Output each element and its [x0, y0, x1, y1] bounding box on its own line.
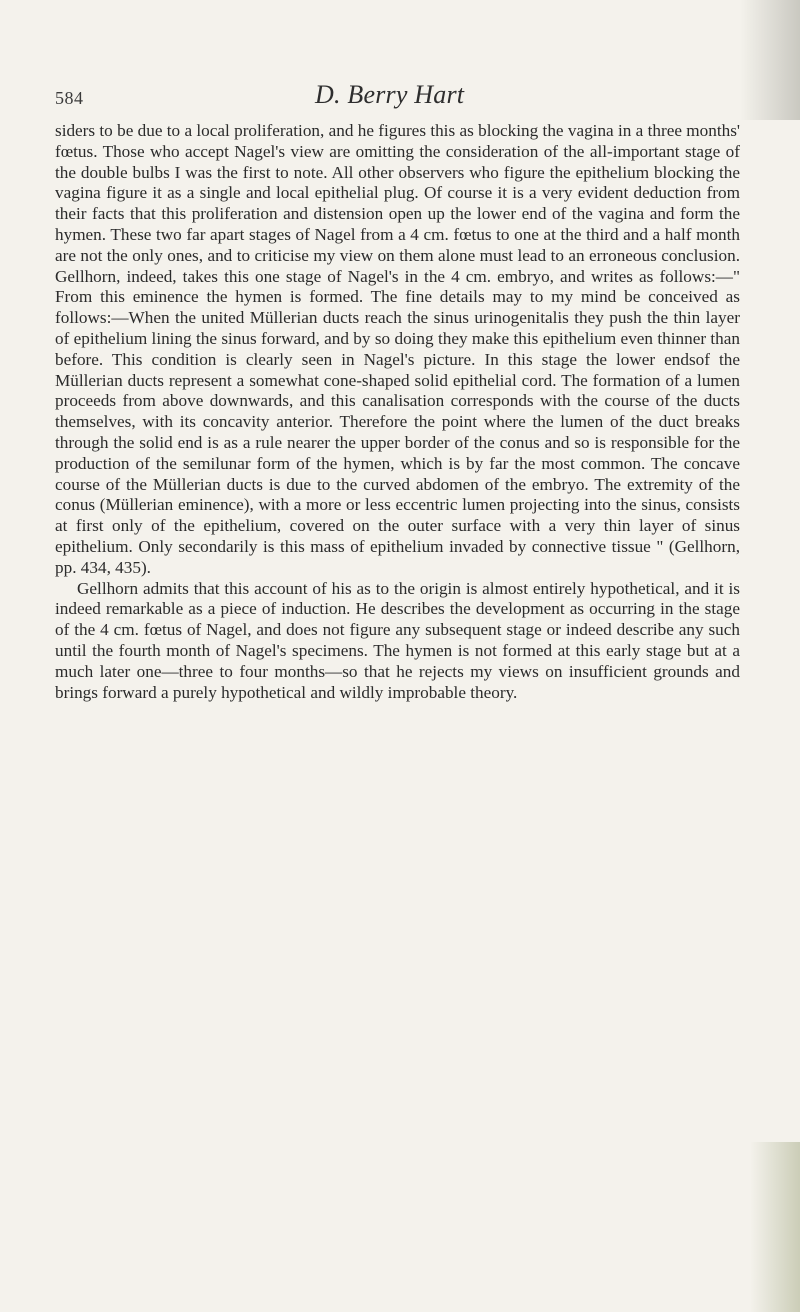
page-edge-shadow-bottom [750, 1142, 800, 1312]
body-text [55, 121, 740, 703]
page-header [55, 80, 755, 110]
paragraph-gellhorn-critique: Gellhorn admits that this account of his as to the origin is almost entirely hypothetical, and it is indeed remarkable as a piece of induction. He describes the development as occurring in the stage of the 4 cm. fœtus of Nagel, and does not figure any subsequent stage or indeed describe any such until the fourth month of Nagel's specimens. The hymen is not formed at this early stage but at a much later one—three to four months—so that he rejects my views on insufficient grounds and brings forward a purely hypothetical and wildly improbable theory. [55, 578, 740, 702]
page-number: 584 [55, 88, 84, 108]
paragraph-continued: siders to be due to a local proliferation, and he figures this as blocking the vagina in a three months' fœtus. Those who accept Nagel's view are omitting the consideration of the all-important stage of the double bulbs I was the first to note. All other observers who figure the epithelium blocking the vagina figure it as a single and local epithelial plug. Of course it is a very evident deduction from their facts that this proliferation and distension open up the lower end of the vagina and form the hymen. These two far apart stages of Nagel from a 4 cm. fœtus to one at the third and a half month are not the only ones, and to criticise my view on them alone must lead to an erroneous conclusion. Gellhorn, indeed, takes this one stage of Nagel's in the 4 cm. embryo, and writes as follows:—" From this eminence the hymen is formed. The fine details may to my mind be conceived as follows:—When the united Müllerian ducts reach the sinus urinogenitalis they push the thin layer of epithelium lining the sinus forward, and by so doing they make this epithelium even thinner than before. This condition is clearly seen in Nagel's picture. In this stage the lower endsof the Müllerian ducts represent a somewhat cone-shaped solid epithelial cord. The formation of a lumen proceeds from above downwards, and this canalisation corresponds with the course of the ducts themselves, with its concavity anterior. Therefore the point where the lumen of the duct breaks through the solid end is as a rule nearer the upper border of the conus and so is responsible for the production of the semilunar form of the hymen, which is by far the most common. The concave course of the Müllerian ducts is due to the curved abdomen of the embryo. The extremity of the conus (Müllerian eminence), with a more or less eccentric lumen projecting into the sinus, consists at first only of the epithelium, covered on the outer surface with a very thin layer of sinus epithelium. Only secondarily is this mass of epithelium invaded by connective tissue " (Gellhorn, pp. 434, 435). [55, 121, 740, 577]
running-head: D. Berry Hart [315, 80, 465, 109]
